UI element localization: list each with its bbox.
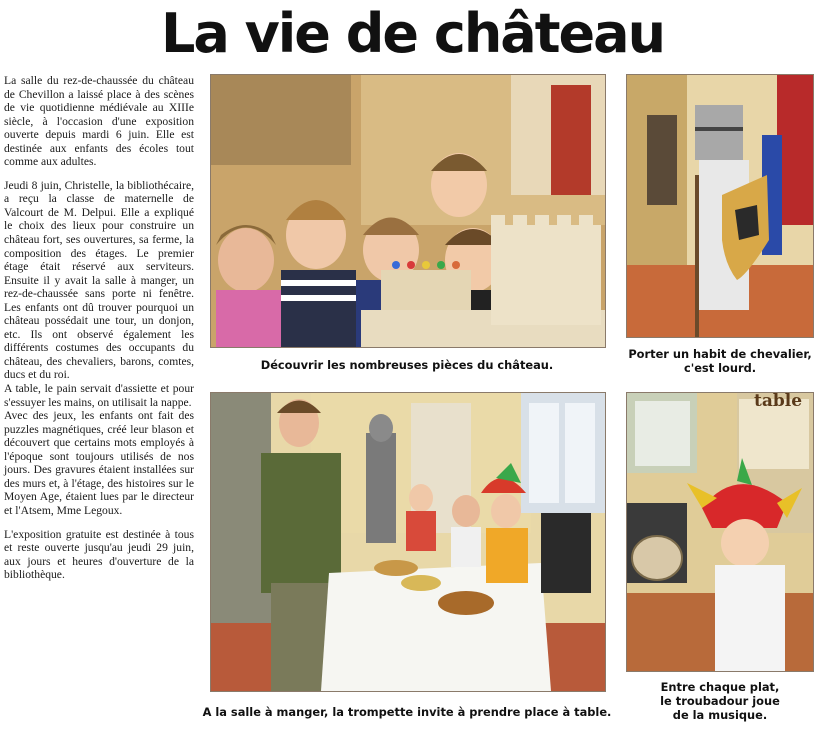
caption-photo-4 [622,680,818,722]
caption-photo-4-line3: de la musique. [672,708,768,722]
caption-photo-3: A la salle à manger, la trompette invite à prendre place à table. [202,705,612,719]
caption-photo-2-line2: c'est lourd. [683,361,757,375]
caption-photo-4-line2: le troubadour joue [660,694,780,708]
article-body [4,74,194,592]
photo-dining-room [210,392,606,692]
paragraph-4: Avec des jeux, les enfants ont fait des puzzles magnétiques, créé leur blason et découvert que certains mots employés à l'époque sont toujours utilisés de nos jours. Des gravures étaient installées sur des murs et, à l'étage, des histoires sur le Moyen Age, étaient lues par le directeur et l'Atsem, Mme Legoux. [4,409,194,517]
caption-photo-2 [622,347,818,375]
photo-knight-costume [626,74,814,338]
sign-table: table [753,391,803,411]
photo-children-castle [210,74,606,348]
paragraph-1: La salle du rez-de-chaussée du château de Chevillon a laissé place à des scènes de vie quotidienne médiévale au XIIIe siècle, à l'occasion d'une exposition ouverte depuis mardi 6 juin. Elle est destinée aux enfants des écoles tout comme aux adultes. [4,74,194,169]
caption-photo-4-line1: Entre chaque plat, [660,680,780,694]
paragraph-2: Jeudi 8 juin, Christelle, la bibliothécaire, a reçu la classe de maternelle de Valcourt de M. Delpui. Elle a expliqué le choix des lieux pour construire un château fort, ses ouvertures, sa ferme, la composition des étages. Le premier étage était réservé aux serviteurs. Ensuite il y avait la salle à manger, un rez-de-chaussée sans porte ni fenêtre. Les enfants ont dû trouver pourquoi un château possédait une tour, un donjon, etc. Ils ont observé également les différents costumes des occupants du château, des chevaliers, barons, comtes, ducs et du roi. [4,178,194,382]
article-title: La vie de château [160,2,665,65]
paragraph-5: L'exposition gratuite est destinée à tous et reste ouverte jusqu'au jeudi 29 juin, aux jours et heures d'ouverture de la bibliothèque. [4,527,194,582]
paragraph-3: A table, le pain servait d'assiette et pour s'essuyer les mains, on utilisait la nappe. [4,382,194,409]
caption-photo-2-line1: Porter un habit de chevalier, [628,347,812,361]
photo-troubadour [626,392,814,672]
caption-photo-1: Découvrir les nombreuses pièces du château. [260,358,554,372]
